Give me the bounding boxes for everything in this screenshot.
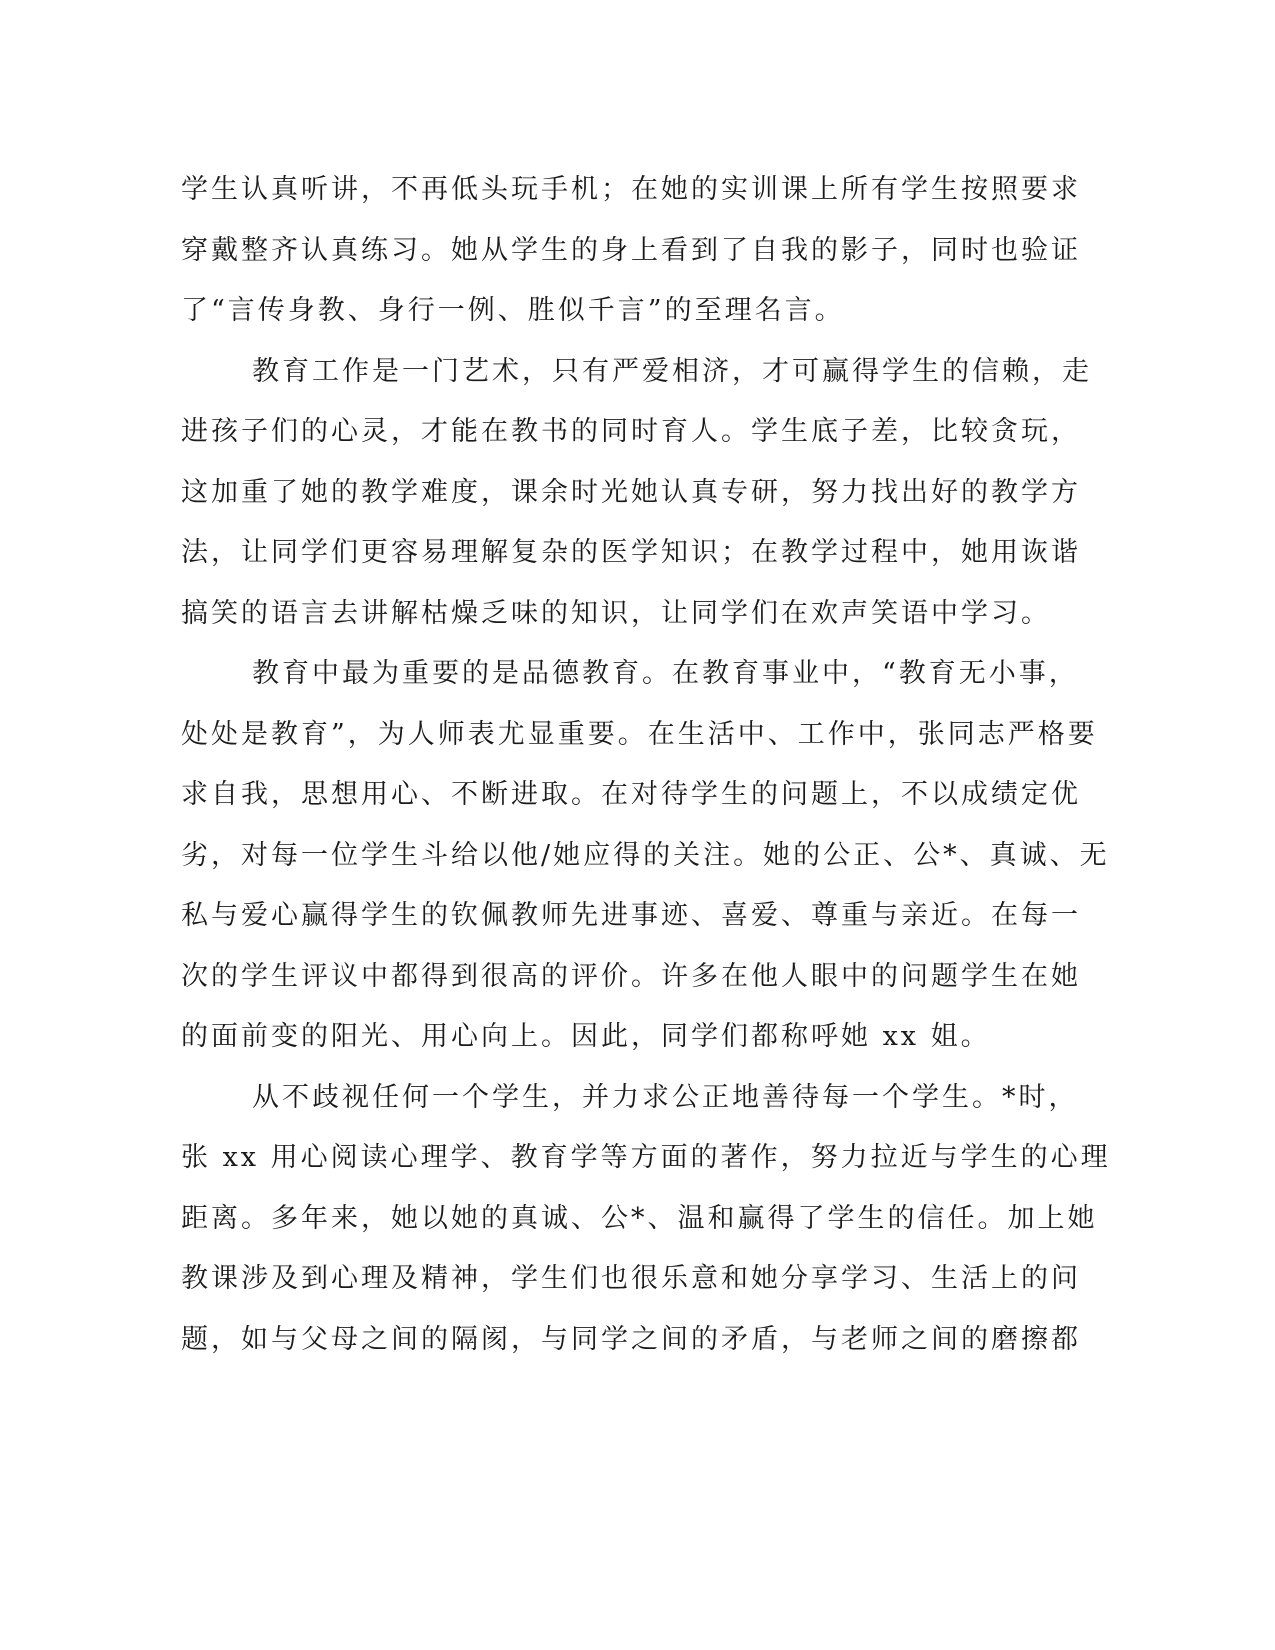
text-line: 法，让同学们更容易理解复杂的医学知识；在教学过程中，她用诙谐 <box>181 537 1081 568</box>
text-line: 求自我，思想用心、不断进取。在对待学生的问题上，不以成绩定优 <box>181 779 1081 810</box>
text-line: 张 xx 用心阅读心理学、教育学等方面的著作，努力拉近与学生的心理 <box>181 1142 1111 1173</box>
text-line: 次的学生评议中都得到很高的评价。许多在他人眼中的问题学生在她 <box>181 960 1081 992</box>
text-line: 教育工作是一门艺术，只有严爱相济，才可赢得学生的信赖，走 <box>252 355 1092 387</box>
text-line: 题，如与父母之间的隔阂，与同学之间的矛盾，与老师之间的磨擦都 <box>181 1323 1081 1355</box>
paragraph-1 <box>181 160 1081 342</box>
text-line: 穿戴整齐认真练习。她从学生的身上看到了自我的影子，同时也验证 <box>181 234 1081 266</box>
text-line: 这加重了她的教学难度，课余时光她认真专研，努力找出好的教学方 <box>181 476 1081 508</box>
paragraph-2 <box>181 342 1092 645</box>
text-line: 教课涉及到心理及精神，学生们也很乐意和她分享学习、生活上的问 <box>181 1263 1081 1294</box>
text-line: 处处是教育”，为人师表尤显重要。在生活中、工作中，张同志严格要 <box>181 718 1098 750</box>
text-line: 学生认真听讲，不再低头玩手机；在她的实训课上所有学生按照要求 <box>181 174 1081 205</box>
text-line: 了“言传身教、身行一例、胜似千言”的至理名言。 <box>181 295 845 326</box>
text-line: 私与爱心赢得学生的钦佩教师先进事迹、喜爱、尊重与亲近。在每一 <box>181 900 1081 931</box>
text-line: 搞笑的语言去讲解枯燥乏味的知识，让同学们在欢声笑语中学习。 <box>181 597 1051 629</box>
document-body <box>181 160 1111 1370</box>
paragraph-4 <box>181 1068 1111 1371</box>
text-line: 距离。多年来，她以她的真诚、公*、温和赢得了学生的信任。加上她 <box>181 1202 1098 1234</box>
text-line: 教育中最为重要的是品德教育。在教育事业中，“教育无小事， <box>252 658 1079 689</box>
text-line: 劣，对每一位学生斗给以他/她应得的关注。她的公正、公*、真诚、无 <box>181 839 1110 871</box>
text-line: 进孩子们的心灵，才能在教书的同时育人。学生底子差，比较贪玩， <box>181 416 1081 447</box>
paragraph-3 <box>181 644 1110 1068</box>
text-line: 的面前变的阳光、用心向上。因此，同学们都称呼她 xx 姐。 <box>181 1021 991 1052</box>
text-line: 从不歧视任何一个学生，并力求公正地善待每一个学生。*时， <box>252 1081 1079 1113</box>
